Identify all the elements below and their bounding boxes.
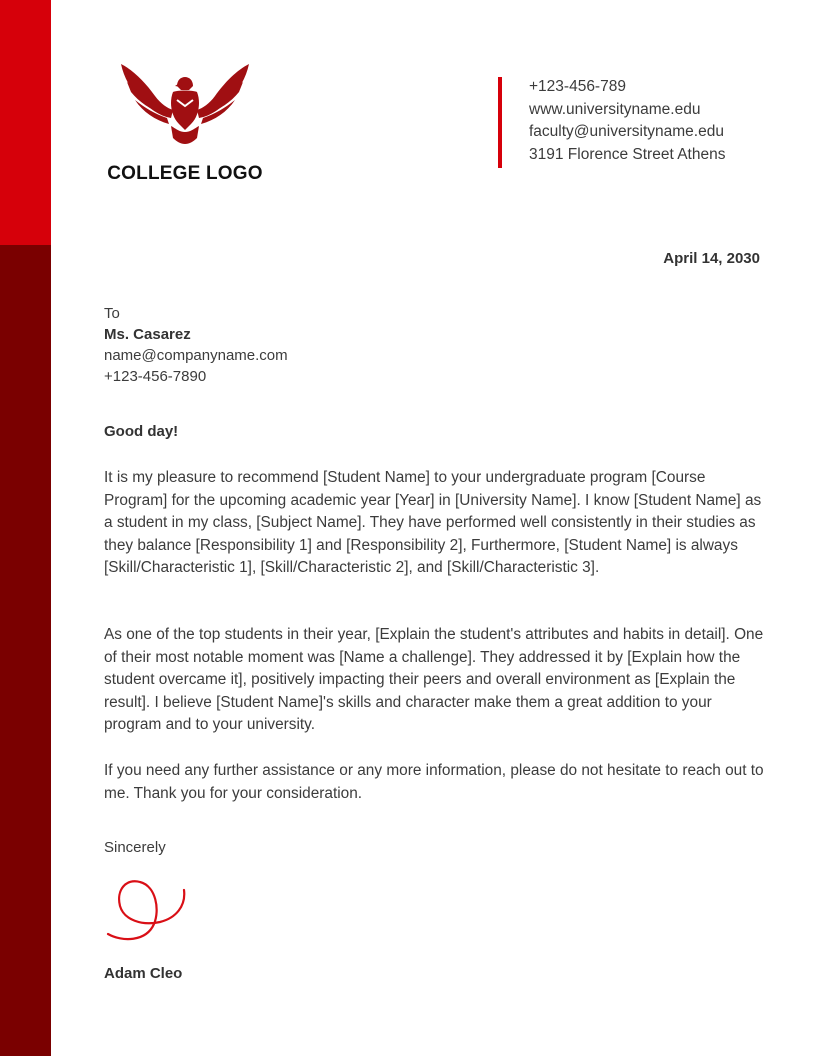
contact-divider: [498, 77, 502, 168]
body-paragraph: As one of the top students in their year, [Explain the student's attributes and habits in detail]. One of their most notable moment was [Name a challenge]. They addressed it by [Explain how the student overcame it], positively impacting their peers and overall environment as [Explain the result]. I believe [Student Name]'s skills and character make them a great addition to your program and to your university.: [104, 626, 764, 734]
contact-address: 3191 Florence Street Athens: [529, 146, 726, 164]
eagle-icon: [119, 60, 251, 146]
body-paragraph: If you need any further assistance or any more information, please do not hesitate to reach out to me. Thank you for your consideration.: [104, 762, 764, 802]
signature: [100, 872, 196, 953]
recipient-block: [104, 303, 288, 387]
letter-date: April 14, 2030: [663, 250, 760, 267]
greeting: Good day!: [104, 423, 179, 440]
accent-band-bottom: [0, 245, 51, 1056]
college-logo: [104, 60, 266, 185]
recipient-phone: +123-456-7890: [104, 368, 207, 385]
signer-name: Adam Cleo: [104, 965, 183, 982]
contact-email: faculty@universityname.edu: [529, 123, 724, 141]
contact-website: www.universityname.edu: [529, 100, 701, 118]
accent-band-top: [0, 0, 51, 245]
logo-label: COLLEGE LOGO: [107, 163, 263, 184]
recipient-email: name@companyname.com: [104, 347, 288, 364]
contact-phone: +123-456-789: [529, 78, 626, 95]
closing: Sincerely: [104, 839, 166, 856]
recipient-name: Ms. Casarez: [104, 326, 191, 343]
contact-info: [529, 76, 725, 167]
recipient-to-label: To: [104, 305, 120, 322]
body-paragraph: It is my pleasure to recommend [Student Name] to your undergraduate program [Course Program] for the upcoming academic year [Year] in [University Name]. I know [Student Name] as a student in my class, [Subject Name]. They have performed well consistently in their studies as they balance [Responsibility 1] and [Responsibility 2], Furthermore, [Student Name] is always [Skill/Characteristic 1], [Skill/Characteristic 2], and [Skill/Characteristic 3].: [104, 469, 762, 577]
